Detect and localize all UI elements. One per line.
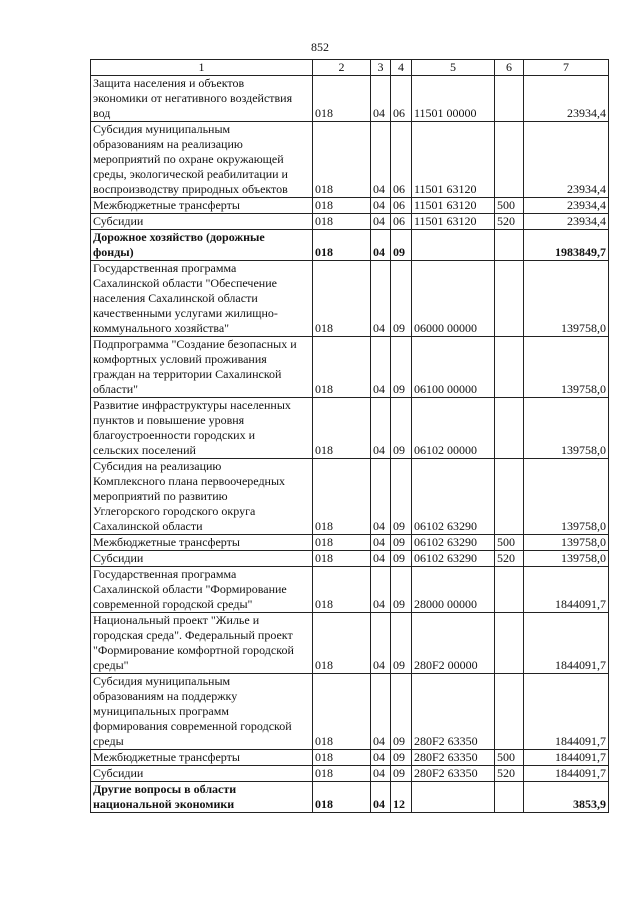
- amount-cell: 1844091,7: [524, 674, 609, 750]
- subsection-code-cell: 09: [391, 398, 412, 459]
- expense-type-cell: 500: [495, 198, 524, 214]
- row-name-cell: Субсидии: [91, 214, 313, 230]
- amount-cell: 1844091,7: [524, 567, 609, 613]
- column-number: 4: [391, 60, 412, 76]
- expense-type-cell: [495, 613, 524, 674]
- section-code-cell: 04: [371, 766, 391, 782]
- row-name-cell: Развитие инфраструктуры населенных пунктов и повышение уровня благоустроенности городских и сельских поселений: [91, 398, 313, 459]
- row-name-cell: Другие вопросы в области национальной экономики: [91, 782, 313, 813]
- section-code-cell: 04: [371, 674, 391, 750]
- section-code-cell: 04: [371, 567, 391, 613]
- amount-cell: 139758,0: [524, 551, 609, 567]
- subsection-code-cell: 09: [391, 567, 412, 613]
- amount-cell: 1844091,7: [524, 766, 609, 782]
- subsection-code-cell: 09: [391, 750, 412, 766]
- table-row: [91, 674, 609, 750]
- row-name-cell: Субсидия муниципальным образованиям на поддержку муниципальных программ формирования современной городской среды: [91, 674, 313, 750]
- expense-type-cell: [495, 782, 524, 813]
- target-article-cell: [412, 230, 495, 261]
- admin-code-cell: 018: [313, 398, 371, 459]
- subsection-code-cell: 06: [391, 122, 412, 198]
- admin-code-cell: 018: [313, 750, 371, 766]
- table-row: [91, 261, 609, 337]
- amount-cell: 23934,4: [524, 122, 609, 198]
- table-body: [91, 76, 609, 813]
- admin-code-cell: 018: [313, 613, 371, 674]
- section-code-cell: 04: [371, 230, 391, 261]
- expense-type-cell: [495, 337, 524, 398]
- expense-type-cell: [495, 567, 524, 613]
- row-name-cell: Субсидии: [91, 551, 313, 567]
- admin-code-cell: 018: [313, 198, 371, 214]
- row-name-cell: Дорожное хозяйство (дорожные фонды): [91, 230, 313, 261]
- table-row: [91, 76, 609, 122]
- amount-cell: 1983849,7: [524, 230, 609, 261]
- section-code-cell: 04: [371, 782, 391, 813]
- target-article-cell: 11501 63120: [412, 122, 495, 198]
- table-row: [91, 750, 609, 766]
- table-row: [91, 214, 609, 230]
- section-code-cell: 04: [371, 76, 391, 122]
- table-row: [91, 535, 609, 551]
- table-row: [91, 567, 609, 613]
- row-name-cell: Межбюджетные трансферты: [91, 198, 313, 214]
- subsection-code-cell: 09: [391, 613, 412, 674]
- column-number: 7: [524, 60, 609, 76]
- table-row: [91, 122, 609, 198]
- subsection-code-cell: 09: [391, 459, 412, 535]
- target-article-cell: 280F2 63350: [412, 750, 495, 766]
- amount-cell: 139758,0: [524, 337, 609, 398]
- admin-code-cell: 018: [313, 230, 371, 261]
- row-name-cell: Субсидия на реализацию Комплексного плана первоочередных мероприятий по развитию Углегорского городского округа Сахалинской области: [91, 459, 313, 535]
- subsection-code-cell: 09: [391, 230, 412, 261]
- section-code-cell: 04: [371, 750, 391, 766]
- target-article-cell: 11501 63120: [412, 214, 495, 230]
- admin-code-cell: 018: [313, 459, 371, 535]
- row-name-cell: Межбюджетные трансферты: [91, 750, 313, 766]
- target-article-cell: 06102 63290: [412, 459, 495, 535]
- admin-code-cell: 018: [313, 122, 371, 198]
- subsection-code-cell: 09: [391, 551, 412, 567]
- budget-table: [90, 59, 609, 813]
- table-row: [91, 198, 609, 214]
- column-number: 6: [495, 60, 524, 76]
- admin-code-cell: 018: [313, 782, 371, 813]
- table-row: [91, 782, 609, 813]
- target-article-cell: 06100 00000: [412, 337, 495, 398]
- target-article-cell: 06102 00000: [412, 398, 495, 459]
- column-number: 2: [313, 60, 371, 76]
- row-name-cell: Защита населения и объектов экономики от негативного воздействия вод: [91, 76, 313, 122]
- target-article-cell: 280F2 63350: [412, 766, 495, 782]
- section-code-cell: 04: [371, 122, 391, 198]
- amount-cell: 23934,4: [524, 214, 609, 230]
- expense-type-cell: 520: [495, 766, 524, 782]
- section-code-cell: 04: [371, 337, 391, 398]
- section-code-cell: 04: [371, 198, 391, 214]
- target-article-cell: 06000 00000: [412, 261, 495, 337]
- table-row: [91, 766, 609, 782]
- page-number: 852: [311, 40, 329, 54]
- admin-code-cell: 018: [313, 76, 371, 122]
- amount-cell: 139758,0: [524, 535, 609, 551]
- row-name-cell: Подпрограмма "Создание безопасных и комфортных условий проживания граждан на территории Сахалинской области": [91, 337, 313, 398]
- amount-cell: 1844091,7: [524, 613, 609, 674]
- section-code-cell: 04: [371, 398, 391, 459]
- row-name-cell: Национальный проект "Жилье и городская среда". Федеральный проект "Формирование комфортной городской среды": [91, 613, 313, 674]
- subsection-code-cell: 09: [391, 261, 412, 337]
- admin-code-cell: 018: [313, 567, 371, 613]
- admin-code-cell: 018: [313, 551, 371, 567]
- subsection-code-cell: 06: [391, 214, 412, 230]
- section-code-cell: 04: [371, 459, 391, 535]
- amount-cell: 139758,0: [524, 459, 609, 535]
- expense-type-cell: [495, 459, 524, 535]
- row-name-cell: Межбюджетные трансферты: [91, 535, 313, 551]
- subsection-code-cell: 06: [391, 76, 412, 122]
- target-article-cell: 11501 00000: [412, 76, 495, 122]
- expense-type-cell: 520: [495, 214, 524, 230]
- expense-type-cell: [495, 230, 524, 261]
- subsection-code-cell: 06: [391, 198, 412, 214]
- amount-cell: 139758,0: [524, 261, 609, 337]
- admin-code-cell: 018: [313, 214, 371, 230]
- row-name-cell: Государственная программа Сахалинской области "Формирование современной городской среды": [91, 567, 313, 613]
- amount-cell: 23934,4: [524, 76, 609, 122]
- column-number: 1: [91, 60, 313, 76]
- table-row: [91, 337, 609, 398]
- expense-type-cell: [495, 398, 524, 459]
- expense-type-cell: [495, 76, 524, 122]
- section-code-cell: 04: [371, 551, 391, 567]
- target-article-cell: 06102 63290: [412, 535, 495, 551]
- amount-cell: 23934,4: [524, 198, 609, 214]
- admin-code-cell: 018: [313, 535, 371, 551]
- target-article-cell: 280F2 00000: [412, 613, 495, 674]
- column-number: 3: [371, 60, 391, 76]
- target-article-cell: 280F2 63350: [412, 674, 495, 750]
- section-code-cell: 04: [371, 535, 391, 551]
- expense-type-cell: [495, 122, 524, 198]
- column-number: 5: [412, 60, 495, 76]
- amount-cell: 139758,0: [524, 398, 609, 459]
- row-name-cell: Государственная программа Сахалинской области "Обеспечение населения Сахалинской области качественными услугами жилищно- коммунального хозяйства": [91, 261, 313, 337]
- table-row: [91, 398, 609, 459]
- table-row: [91, 459, 609, 535]
- column-number-row: [91, 60, 609, 76]
- section-code-cell: 04: [371, 261, 391, 337]
- target-article-cell: 06102 63290: [412, 551, 495, 567]
- subsection-code-cell: 09: [391, 535, 412, 551]
- amount-cell: 3853,9: [524, 782, 609, 813]
- amount-cell: 1844091,7: [524, 750, 609, 766]
- section-code-cell: 04: [371, 214, 391, 230]
- expense-type-cell: 520: [495, 551, 524, 567]
- expense-type-cell: 500: [495, 750, 524, 766]
- target-article-cell: 11501 63120: [412, 198, 495, 214]
- target-article-cell: [412, 782, 495, 813]
- subsection-code-cell: 09: [391, 766, 412, 782]
- target-article-cell: 28000 00000: [412, 567, 495, 613]
- row-name-cell: Субсидии: [91, 766, 313, 782]
- table-row: [91, 551, 609, 567]
- subsection-code-cell: 09: [391, 674, 412, 750]
- admin-code-cell: 018: [313, 337, 371, 398]
- table-row: [91, 613, 609, 674]
- admin-code-cell: 018: [313, 674, 371, 750]
- subsection-code-cell: 09: [391, 337, 412, 398]
- expense-type-cell: 500: [495, 535, 524, 551]
- section-code-cell: 04: [371, 613, 391, 674]
- admin-code-cell: 018: [313, 261, 371, 337]
- row-name-cell: Субсидия муниципальным образованиям на реализацию мероприятий по охране окружающей среды, экологической реабилитации и воспроизводству природных объектов: [91, 122, 313, 198]
- expense-type-cell: [495, 674, 524, 750]
- admin-code-cell: 018: [313, 766, 371, 782]
- table-row: [91, 230, 609, 261]
- expense-type-cell: [495, 261, 524, 337]
- subsection-code-cell: 12: [391, 782, 412, 813]
